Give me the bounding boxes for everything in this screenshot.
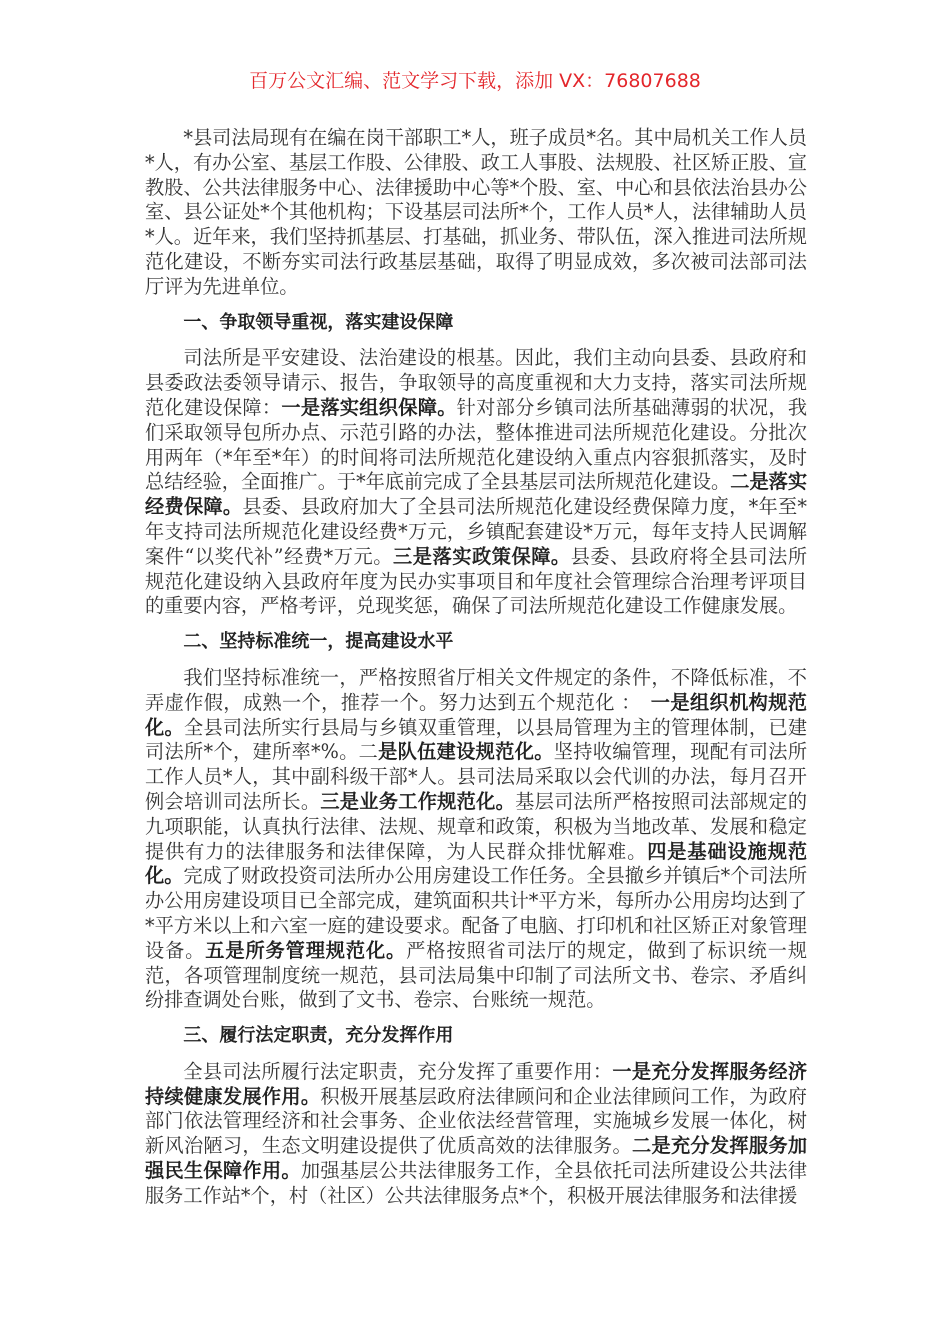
text: 积极开展基层政府法律顾问和企业法律顾问工作，为政府部门依法管理经济和社会事务、企业依法经营管理，实施城乡发展一体化，树新风治陋习，生态文明建设提供了优质高效的法律服务。 xyxy=(145,1084,807,1158)
text: 我们坚持标准统一，严格按照省厅相关文件规定的条件，不降低标准，不弄虚作假，成熟一个，推荐一个。努力达到五个规范化 ： xyxy=(145,665,807,714)
text: 加强基层公共法律服务工作，全县依托司法所建设公共法律服务工作站*个，村（社区）公共法律服务点*个，积极开展法律服务和法律援 xyxy=(145,1159,808,1207)
text: 县委、县政府将全县司法所规范化建设纳入县政府年度为民办实事项目和年度社会管理综合治理考评项目的重要内容，严格考评，兑现奖惩，确保了司法所规范化建设工作健康发展。 xyxy=(145,544,808,618)
paragraph xyxy=(145,346,807,619)
text: 司法所是平安建设、法治建设的根基。因此，我们主动向县委、县政府和县委政法委领导请示、报告，争取领导的高度重视和大力支持，落实司法所规范化建设保障： xyxy=(145,346,807,419)
bold-text: 一是组织机构规范化。 xyxy=(145,690,807,739)
bold-text: 二是落实经费保障。 xyxy=(145,470,808,519)
text: 全县司法所实行县局与乡镇双重管理，以县局管理为主的管理体制，已建司法所*个，建所率*%。二 xyxy=(145,715,808,764)
bold-text: 五是所务管理规范化。 xyxy=(205,938,407,962)
section-heading xyxy=(145,311,807,336)
bold-text: 一是充分发挥服务经济持续健康发展作用。 xyxy=(145,1059,808,1108)
text: 全县司法所履行法定职责，充分发挥了重要作用： xyxy=(183,1059,613,1083)
paragraph xyxy=(145,126,807,300)
download-banner: 百万公文汇编、范文学习下载，添加 VX：76807688 xyxy=(249,70,701,92)
text: 基层司法所严格按照司法部规定的九项职能，认真执行法律、法规、规章和政策，积极为当地改革、发展和稳定提供有力的法律服务和法律保障，为人民群众排忧解难。 xyxy=(145,789,808,863)
bold-text: 三、履行法定职责，充分发挥作用 xyxy=(183,1025,454,1047)
text: 县委、县政府加大了全县司法所规范化建设经费保障力度，*年至*年支持司法所规范化建设经费*万元，乡镇配套建设*万元，每年支持人民调解案件“以奖代补”经费*万元。 xyxy=(145,495,808,568)
bold-text: 一、争取领导重视，落实建设保障 xyxy=(183,311,454,333)
bold-text: 二是充分发挥服务加强民生保障作用。 xyxy=(145,1134,808,1183)
text: 完成了财政投资司法所办公用房建设工作任务。全县撤乡并镇后*个司法所办公用房建设项目已全部完成，建筑面积共计*平方米，每所办公用房均达到了*平方米以上和六室一庭的建设要求。配备了电脑、打印机和社区矫正对象管理设备。 xyxy=(145,864,808,962)
text: 严格按照省司法厅的规定，做到了标识统一规范，各项管理制度统一规范，县司法局集中印制了司法所文书、卷宗、矛盾纠纷排查调处台账，做到了文书、卷宗、台账统一规范。 xyxy=(145,938,808,1012)
text: 针对部分乡镇司法所基础薄弱的状况，我们采取领导包所办点、示范引路的办法，整体推进司法所规范化建设。分批次用两年（*年至*年）的时间将司法所规范化建设纳入重点内容狠抓落实，及时总结经验，全面推广。于*年底前完成了全县基层司法所规范化建设。 xyxy=(145,395,808,494)
text: *县司法局现有在编在岗干部职工*人，班子成员*名。其中局机关工作人员*人，有办公室、基层工作股、公律股、政工人事股、法规股、社区矫正股、宣教股、公共法律服务中心、法律援助中心等*个股、室、中心和县依法治县办公室、县公证处*个其他机构；下设基层司法所*个，工作人员*人，法律辅助人员*人。近年来，我们坚持抓基层、打基础，抓业务、带队伍，深入推进司法所规范化建设，不断夯实司法行政基层基础，取得了明显成效，多次被司法部司法厅评为先进单位。 xyxy=(145,126,807,298)
bold-text: 三是业务工作规范化。 xyxy=(320,789,516,813)
bold-text: 是队伍建设规范化。 xyxy=(378,740,554,764)
bold-text: 四是基础设施规范化。 xyxy=(145,839,808,888)
paragraph xyxy=(145,1060,807,1209)
section-heading xyxy=(145,630,807,655)
bold-text: 二、坚持标准统一，提高建设水平 xyxy=(183,631,454,653)
bold-text: 一是落实组织保障。 xyxy=(281,395,457,419)
section-heading xyxy=(145,1024,807,1049)
document-body xyxy=(145,126,807,1220)
paragraph xyxy=(145,666,807,1013)
text: 坚持收编管理，现配有司法所工作人员*人，其中副科级干部*人。县司法局采取以会代训的办法，每月召开例会培训司法所长。 xyxy=(145,740,808,813)
bold-text: 三是落实政策保障。 xyxy=(393,544,571,568)
